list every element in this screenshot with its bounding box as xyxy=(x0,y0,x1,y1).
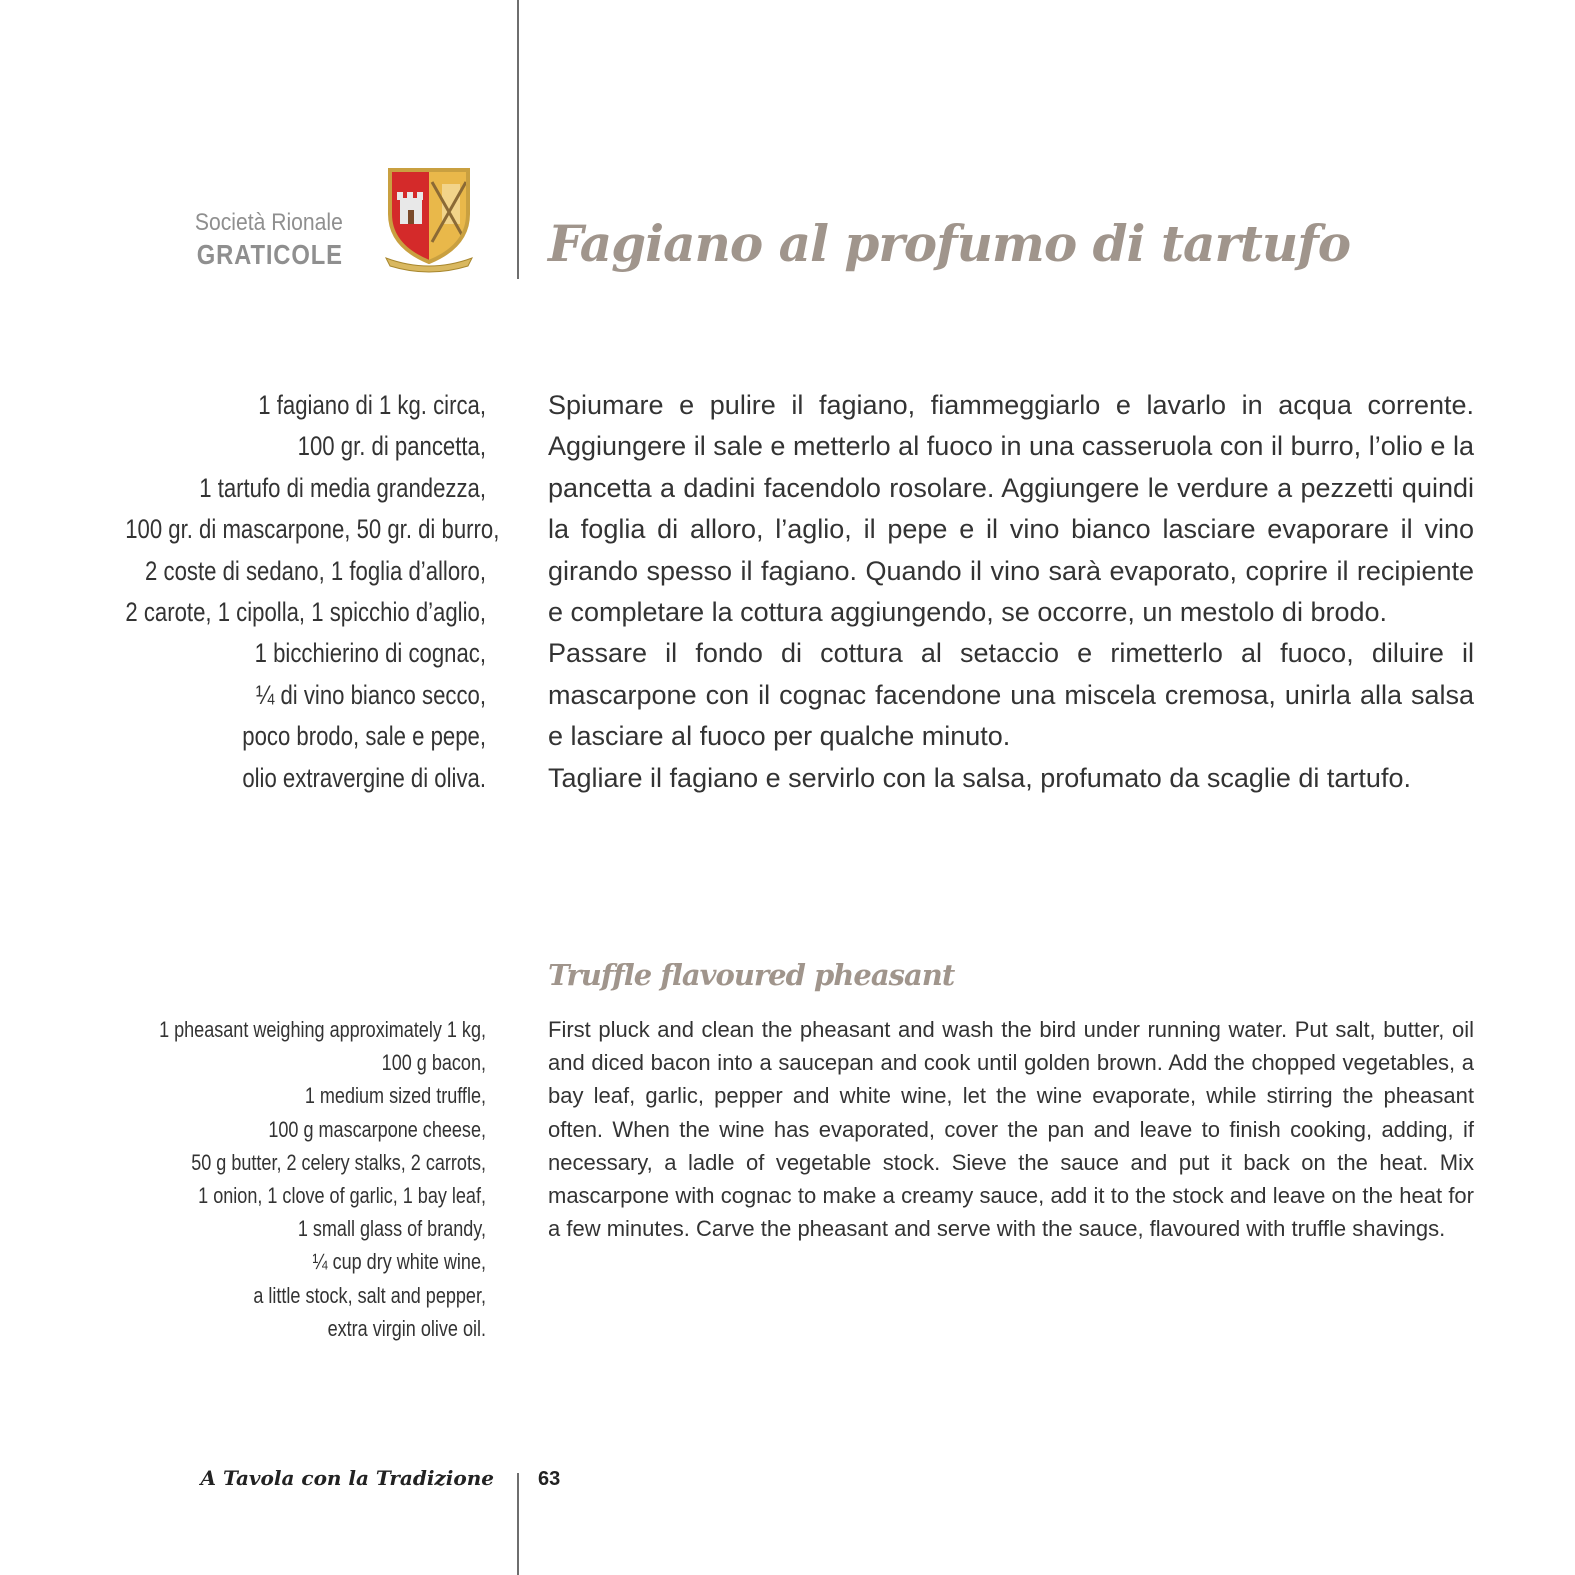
italian-procedure xyxy=(548,385,1474,799)
ingredient-line: 1 small glass of brandy, xyxy=(297,1216,486,1242)
ingredient-line: 1 fagiano di 1 kg. circa, xyxy=(258,390,486,420)
recipe-title: Fagiano al profumo di tartufo xyxy=(548,214,1351,273)
header-divider-line xyxy=(517,0,519,279)
english-ingredients xyxy=(46,1013,486,1345)
ingredient-line: ¼ di vino bianco secco, xyxy=(255,679,486,710)
procedure-paragraph: Spiumare e pulire il fagiano, fiammeggiarlo e lavarlo in acqua corrente. Aggiungere il sale e metterlo al fuoco in una casseruola con il burro, l’olio e la pancetta a dadini facendolo rosolare. Aggiungere le verdure a pezzetti quindi la foglia di alloro, l’aglio, il pepe e il vino bianco lasciare evaporare il vino girando spesso il fagiano. Quando il vino sarà evaporato, coprire il recipiente e completare la cottura aggiungendo, se occorre, un mestolo di brodo. xyxy=(548,390,1474,628)
ingredient-line: 1 bicchierino di cognac, xyxy=(254,638,486,669)
procedure-paragraph: Passare il fondo di cottura al setaccio e rimetterlo al fuoco, diluire il mascarpone con il cognac facendone una miscela cremosa, unirla alla salsa e lasciare al fuoco per qualche minuto. xyxy=(548,638,1474,752)
heraldic-crest-icon xyxy=(384,162,474,274)
ingredient-line: 1 tartufo di media grandezza, xyxy=(199,472,486,503)
italian-ingredients xyxy=(46,385,500,799)
ingredient-line: 100 gr. di pancetta, xyxy=(297,431,486,462)
english-procedure: First pluck and clean the pheasant and wash the bird under running water. Put salt, butter, oil and diced bacon into a saucepan and cook until golden brown. Add the chopped vegetables, a bay leaf, garlic, pepper and white wine, let the wine evaporate, while stirring the pheasant often. When the wine has evaporated, cover the pan and leave to finish cooking, adding, if necessary, a ladle of vegetable stock. Sieve the sauce and put it back on the heat. Mix mascarpone with cognac to make a creamy sauce, add it to the stock and leave on the heat for a few minutes. Carve the pheasant and serve with the sauce, flavoured with truffle shavings. xyxy=(548,1017,1474,1242)
ingredient-line: olio extravergine di oliva. xyxy=(242,762,486,793)
ingredient-line: 2 coste di sedano, 1 foglia d’alloro, xyxy=(145,555,486,586)
procedure-paragraph: Tagliare il fagiano e servirlo con la salsa, profumato da scaglie di tartufo. xyxy=(548,762,1411,793)
ingredient-line: ¼ cup dry white wine, xyxy=(312,1249,486,1275)
association-line1: Società Rionale xyxy=(195,209,343,236)
ingredient-line: 50 g butter, 2 celery stalks, 2 carrots, xyxy=(191,1149,486,1175)
ingredient-line: 100 gr. di mascarpone, 50 gr. di burro, xyxy=(125,514,500,545)
ingredient-line: 1 onion, 1 clove of garlic, 1 bay leaf, xyxy=(198,1183,487,1209)
ingredient-line: 1 pheasant weighing approximately 1 kg, xyxy=(159,1017,486,1042)
ingredient-line: poco brodo, sale e pepe, xyxy=(242,721,486,752)
book-title: A Tavola con la Tradizione xyxy=(200,1466,494,1490)
ingredient-line: extra virgin olive oil. xyxy=(327,1315,486,1341)
english-title: Truffle flavoured pheasant xyxy=(548,958,955,992)
ingredient-line: 100 g bacon, xyxy=(381,1050,486,1076)
ingredient-line: 1 medium sized truffle, xyxy=(304,1083,486,1109)
ingredient-line: 2 carote, 1 cipolla, 1 spicchio d’aglio, xyxy=(125,597,486,628)
ingredient-line: a little stock, salt and pepper, xyxy=(253,1282,486,1308)
association-name xyxy=(171,208,343,272)
ingredient-line: 100 g mascarpone cheese, xyxy=(268,1116,486,1142)
page-number: 63 xyxy=(538,1468,561,1490)
association-line2: GRATICOLE xyxy=(196,239,343,270)
footer-divider-line xyxy=(517,1473,519,1575)
